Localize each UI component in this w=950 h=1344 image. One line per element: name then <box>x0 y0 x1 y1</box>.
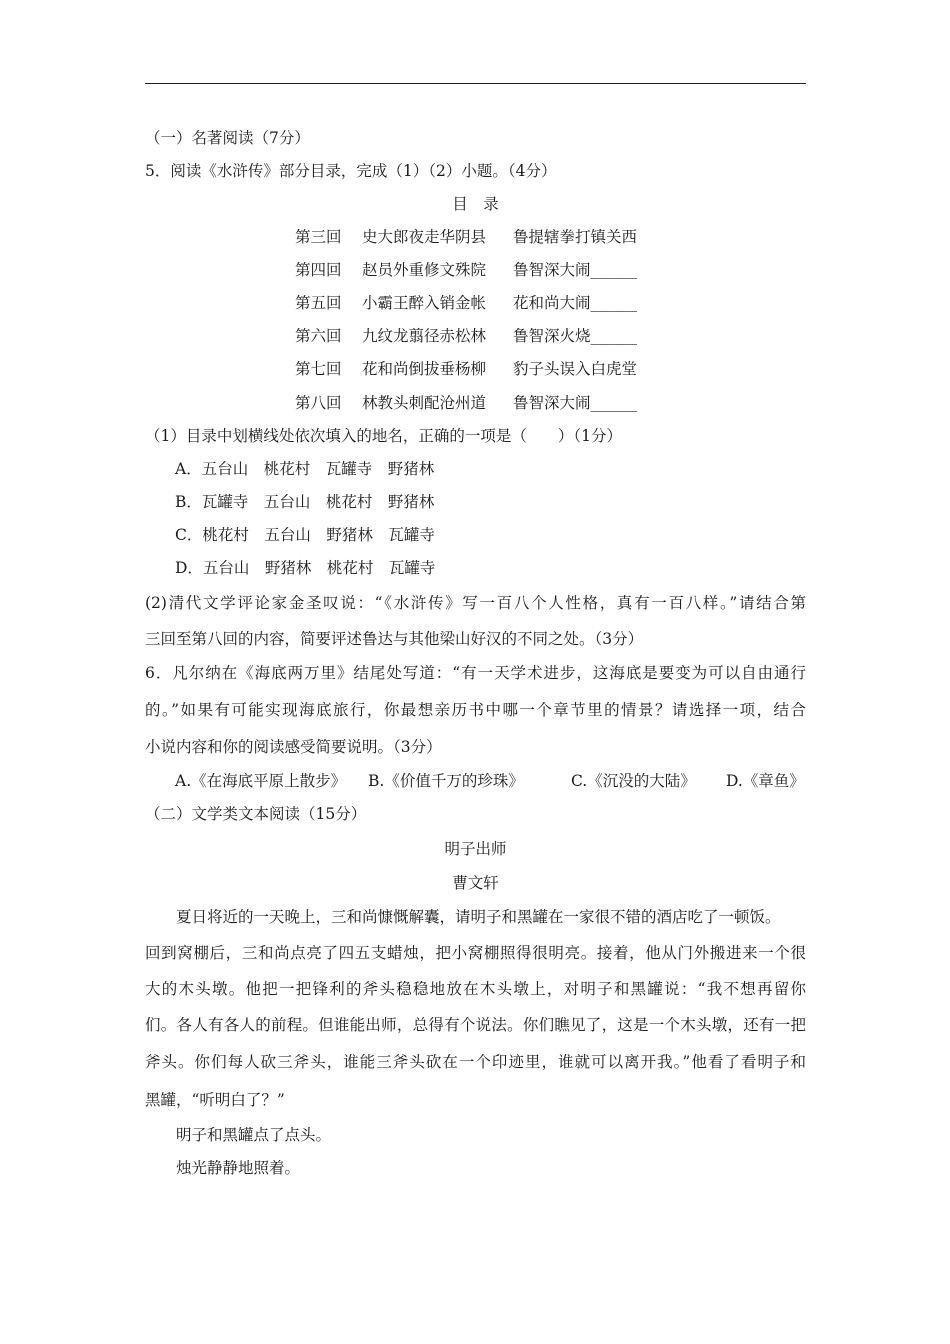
toc-chapter-number: 第四回 <box>295 261 342 279</box>
toc-chapter-title-b: 鲁智深大闹______ <box>513 394 638 412</box>
option-a: A．五台山 桃花村 瓦罐寺 野猪林 <box>175 460 435 478</box>
toc-chapter-number: 第三回 <box>295 228 342 246</box>
toc-chapter-number: 第六回 <box>295 327 342 345</box>
toc-chapter-number: 第五回 <box>295 294 342 312</box>
question-5-stem: 5．阅读《水浒传》部分目录，完成（1）（2）小题。（4分） <box>145 162 557 180</box>
toc-chapter-title-b: 花和尚大闹______ <box>513 294 638 312</box>
header-rule <box>145 83 806 84</box>
section-heading-reading: （一）名著阅读（7分） <box>145 129 310 147</box>
question-5-sub2-line: 三回至第八回的内容，简要评述鲁达与其他梁山好汉的不同之处。（3分） <box>145 630 644 648</box>
story-paragraph-line: 黑罐，“听明白了？” <box>145 1091 285 1109</box>
toc-chapter-title-a: 小霸王醉入销金帐 <box>362 294 487 312</box>
toc-chapter-title-b: 鲁智深大闹______ <box>513 261 638 279</box>
q6-option-b: B.《价值千万的珍珠》 <box>368 772 524 790</box>
toc-chapter-number: 第八回 <box>295 394 342 412</box>
toc-chapter-title-a: 九纹龙翦径赤松林 <box>362 327 487 345</box>
toc-chapter-title-b: 豹子头误入白虎堂 <box>513 360 638 378</box>
q6-option-c: C.《沉没的大陆》 <box>571 772 696 790</box>
question-6-line: 的。”如果有可能实现海底旅行，你最想亲历书中哪一个章节里的情景？请选择一项，结合 <box>145 701 806 719</box>
toc-chapter-title-b: 鲁智深火烧______ <box>513 327 638 345</box>
story-paragraph-line: 回到窝棚后，三和尚点亮了四五支蜡烛，把小窝棚照得很明亮。接着，他从门外搬进来一个很 <box>145 944 806 962</box>
toc-chapter-title-a: 花和尚倒拔垂杨柳 <box>362 360 487 378</box>
story-paragraph-line: 烛光静静地照着。 <box>176 1159 301 1177</box>
question-5-sub2-line: (2)清代文学评论家金圣叹说：“《水浒传》写一百八个人性格，真有一百八样。”请结合第 <box>145 594 806 612</box>
question-5-sub1: （1）目录中划横线处依次填入的地名，正确的一项是（ ）（1分） <box>145 427 622 445</box>
section-heading-literature: （二）文学类文本阅读（15分） <box>145 805 367 823</box>
option-d: D．五台山 野猪林 桃花村 瓦罐寺 <box>175 559 436 577</box>
toc-chapter-title-b: 鲁提辖拳打镇关西 <box>513 228 638 246</box>
story-paragraph-line: 夏日将近的一天晚上，三和尚慷慨解囊，请明子和黑罐在一家很不错的酒店吃了一顿饭。 <box>176 908 781 926</box>
toc-chapter-number: 第七回 <box>295 360 342 378</box>
question-6-line: 小说内容和你的阅读感受简要说明。（3分） <box>145 738 442 756</box>
story-paragraph-line: 斧头。你们每人砍三斧头，谁能三斧头砍在一个印迹里，谁就可以离开我。”他看了看明子和 <box>145 1053 806 1071</box>
story-author: 曹文轩 <box>452 874 499 892</box>
story-title: 明子出师 <box>444 840 507 858</box>
option-b: B．瓦罐寺 五台山 桃花村 野猪林 <box>175 493 435 511</box>
toc-chapter-title-a: 赵员外重修文殊院 <box>362 261 487 279</box>
story-paragraph-line: 明子和黑罐点了点头。 <box>176 1126 332 1144</box>
option-c: C．桃花村 五台山 野猪林 瓦罐寺 <box>175 526 435 544</box>
story-paragraph-line: 大的木头墩。他把一把锋利的斧头稳稳地放在木头墩上，对明子和黑罐说：“我不想再留你 <box>145 980 806 998</box>
toc-chapter-title-a: 史大郎夜走华阴县 <box>362 228 487 246</box>
toc-title: 目 录 <box>452 195 499 213</box>
q6-option-d: D.《章鱼》 <box>726 772 805 790</box>
question-6-line: 6．凡尔纳在《海底两万里》结尾处写道：“有一天学术进步，这海底是要变为可以自由通行 <box>145 664 806 682</box>
toc-chapter-title-a: 林教头刺配沧州道 <box>362 394 487 412</box>
q6-option-a: A.《在海底平原上散步》 <box>175 772 347 790</box>
story-paragraph-line: 们。各人有各人的前程。但谁能出师，总得有个说法。你们瞧见了，这是一个木头墩，还有一把 <box>145 1016 806 1034</box>
